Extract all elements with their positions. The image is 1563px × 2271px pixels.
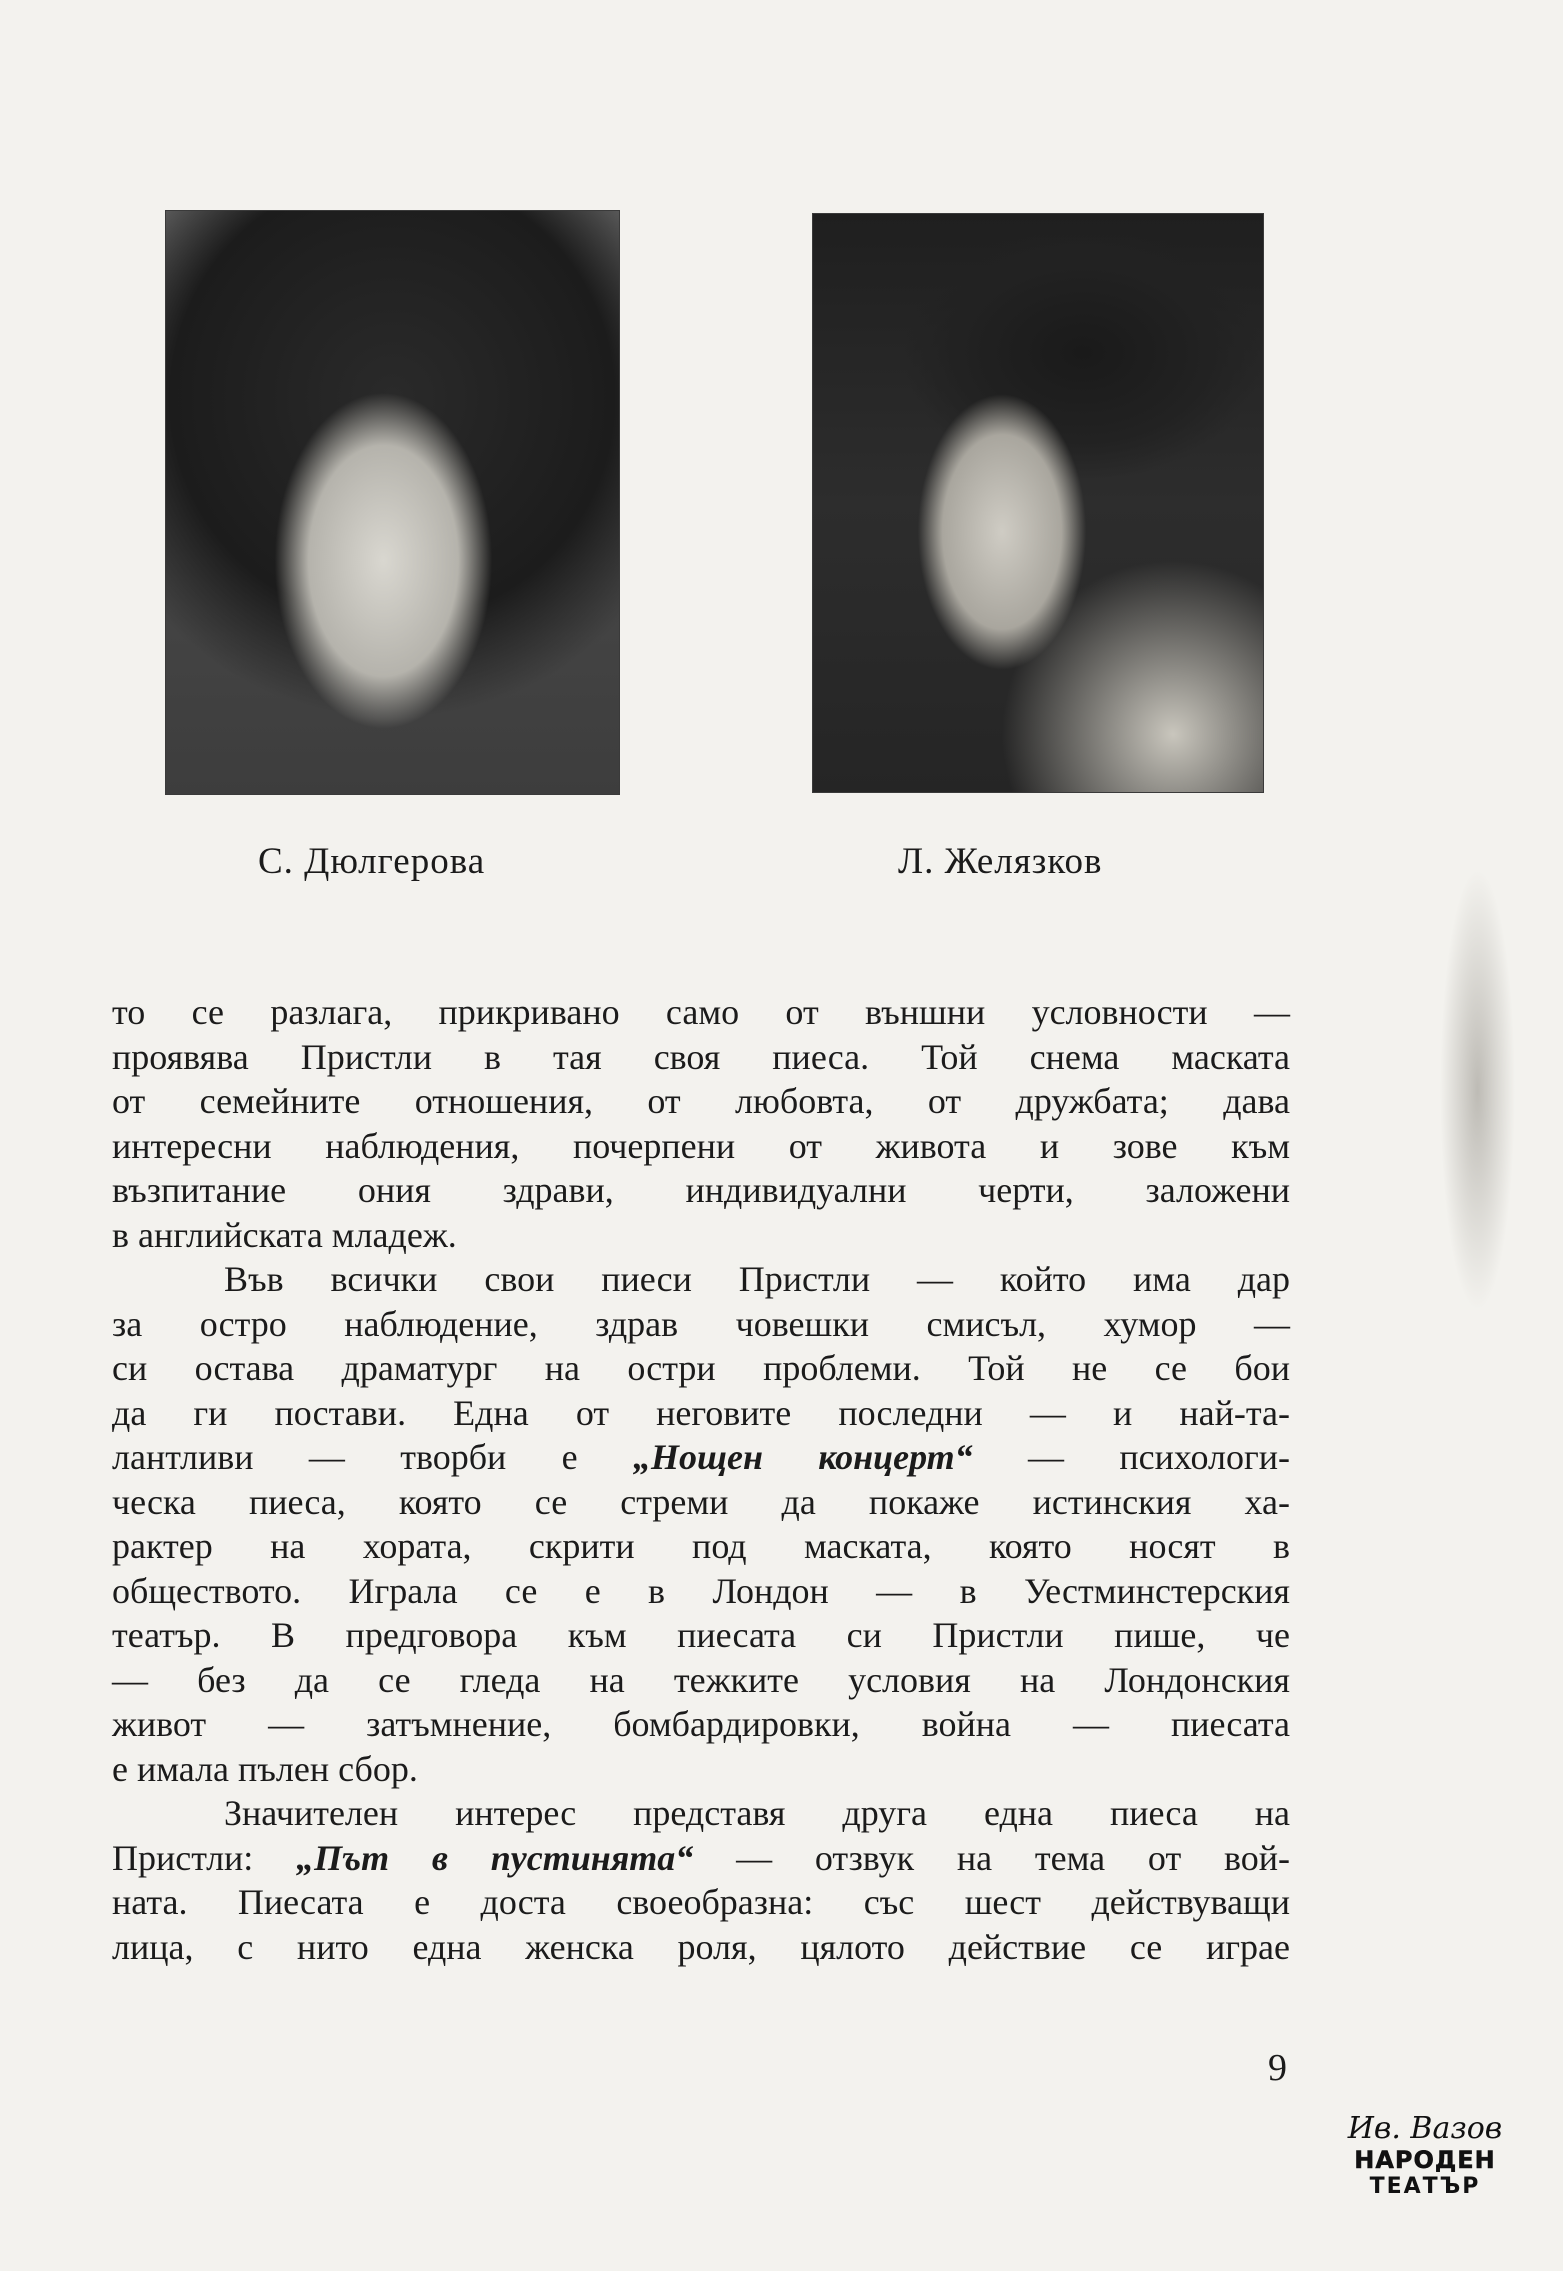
logo-line-2: ТЕАТЪР [1369,2174,1481,2199]
photo-caption-right: Л. Желязков [898,841,1103,882]
text-line: е имала пълен сбор. [112,1748,418,1789]
text-line-with-title [112,1836,1290,1881]
text-segment: — психологи- [1028,1437,1290,1477]
text-line: от семейните отношения, от любовта, от дружбата; дава [112,1081,1290,1121]
portrait-photo-zhelyazkov [812,213,1264,793]
text-line: живот — затъмнение, бомбардировки, война — пиесата [112,1704,1290,1744]
paper-stain [1440,870,1515,1310]
text-segment: лантливи — творби е [112,1437,578,1477]
portrait-image [165,210,620,795]
text-line: — без да се гледа на тежките условия на Лондонския [112,1659,1290,1700]
text-line: Значителен интерес представя друга една пиеса на [224,1793,1290,1833]
text-line-with-title [112,1435,1290,1480]
portrait-image [812,213,1264,793]
text-line: то се разлага, прикривано само от външни условности — [112,992,1290,1032]
logo-line-1: НАРОДЕН [1354,2146,1496,2174]
text-line: театър. В предговора към пиесата си Пристли пише, че [112,1615,1290,1655]
text-line: Във всички свои пиеси Пристли — който има дар [224,1259,1290,1299]
text-line: рактер на хората, скрити под маската, която носят в [112,1526,1290,1566]
logo-signature: Ив. Вазов [1347,2111,1503,2146]
national-theatre-logo [1340,2112,1510,2222]
text-line: проявява Пристли в тая своя пиеса. Той снема маската [112,1036,1290,1077]
text-line: ната. Пиесата е доста своеобразна: със шест действуващи [112,1882,1290,1922]
portrait-photo-dyulgerova [165,210,620,795]
text-line: възпитание ония здрави, индивидуални черти, заложени [112,1170,1290,1210]
page-number: 9 [1268,2047,1287,2089]
text-segment: Пристли: [112,1837,254,1878]
text-line: в английската младеж. [112,1214,457,1255]
body-text [112,990,1290,1969]
play-title-desert-road: „Път в пустинята“ [296,1837,694,1878]
text-line: да ги постави. Една от неговите последни — и най-та- [112,1392,1290,1433]
text-line: лица, с нито една женска роля, цялото действие се играе [112,1926,1290,1967]
text-line: интересни наблюдения, почерпени от живота и зове към [112,1125,1290,1166]
text-line: обществото. Играла се е в Лондон — в Уестминстерския [112,1570,1290,1611]
play-title-nocturnal-concert: „Нощен концерт“ [632,1437,973,1477]
text-line: ческа пиеса, която се стреми да покаже истинския ха- [112,1481,1290,1522]
text-segment: — отзвук на тема от вой- [736,1837,1290,1878]
text-line: си остава драматург на остри проблеми. Той не се бои [112,1348,1290,1388]
text-line: за остро наблюдение, здрав човешки смисъл, хумор — [112,1303,1290,1344]
photo-caption-left: С. Дюлгерова [258,841,486,882]
